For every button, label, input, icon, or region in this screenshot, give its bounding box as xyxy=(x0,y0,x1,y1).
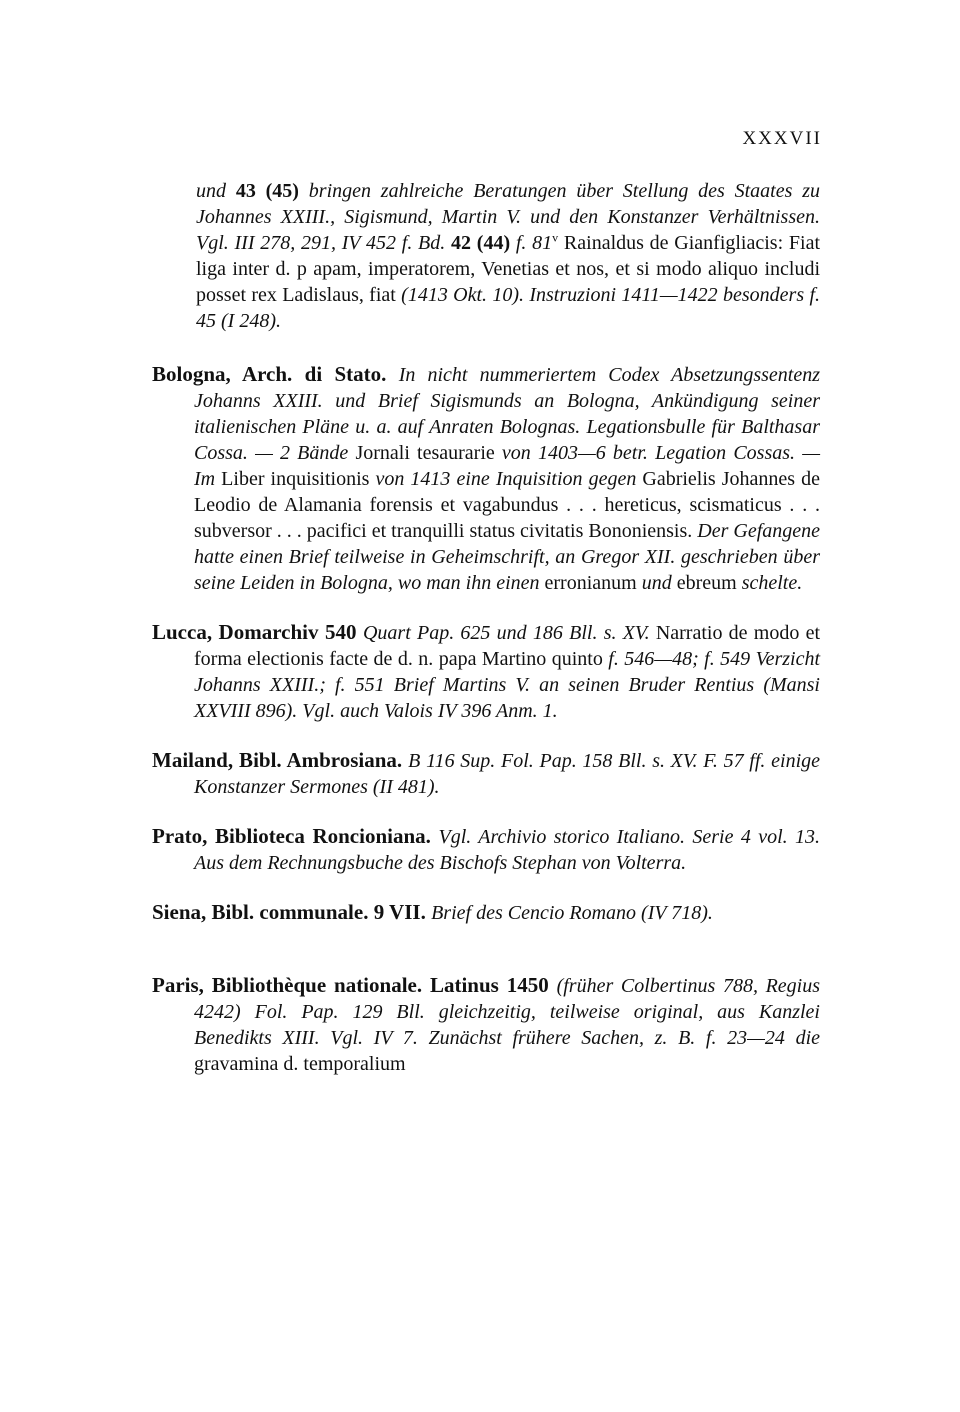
text-run: Liber inquisitionis xyxy=(221,468,376,490)
bold-text: 42 (44) xyxy=(451,232,516,254)
italic-text: und xyxy=(641,572,677,594)
entry-paris xyxy=(152,972,820,1077)
entry-heading: Siena, Bibl. communale. 9 VII. xyxy=(152,900,432,924)
text-run: gravamina d. temporalium xyxy=(194,1053,406,1075)
entry-prato xyxy=(152,823,820,876)
italic-text: von 1403—6 betr. Legation Cossas. — Im xyxy=(194,442,820,490)
italic-text: Vgl. Archivio storico Italiano. Serie 4 vol. 13. Aus dem Rechnungsbuche des Bischofs Stephan von Volterra. xyxy=(194,826,820,874)
text-run: Jornali tesaurarie xyxy=(355,442,502,464)
page-number: XXXVII xyxy=(742,128,822,149)
superscript: v xyxy=(552,230,559,245)
italic-text: (1413 Okt. 10). Instruzioni 1411—1422 besonders f. 45 (I 248). xyxy=(196,284,820,332)
entry-heading: Lucca, Domarchiv 540 xyxy=(152,620,363,644)
text-run: Gabrielis Johannes de Leodio de Alamania forensis et vagabundus . . . hereticus, scismaticus . . . subversor . . . pacifici et tranquilli status civitatis Bononiensis. xyxy=(194,468,821,542)
italic-text: schelte. xyxy=(741,572,803,594)
entry-heading: Mailand, Bibl. Ambrosiana. xyxy=(152,748,409,772)
italic-text: Der Gefangene hatte einen Brief teilweise in Geheimschrift, an Gregor XII. geschrieben über seine Leiden in Bologna, wo man ihn einen xyxy=(194,520,820,594)
entry-lucca xyxy=(152,619,820,724)
entry-heading: Bologna, Arch. di Stato. xyxy=(152,362,399,386)
text-run: ebreum xyxy=(676,572,742,594)
italic-text: bringen zahlreiche Beratungen über Stellung des Staates zu Johannes XXIII., Sigismund, Martin V. und den Konstanzer Verhältnissen. Vgl. III 278, 291, IV 452 f. Bd. xyxy=(196,180,820,254)
entry-heading: Paris, Bibliothèque nationale. Latinus 1450 xyxy=(152,973,557,997)
italic-text: Brief des Cencio Romano (IV 718). xyxy=(431,902,713,924)
bold-text: 43 (45) xyxy=(235,180,309,202)
entry-mailand xyxy=(152,747,820,800)
continued-entry xyxy=(152,178,820,334)
text-run: Narratio de modo et forma electionis facte de d. n. papa Martino quinto xyxy=(194,622,821,670)
text-run: erronianum xyxy=(544,572,642,594)
entry-heading: Prato, Biblioteca Roncioniana. xyxy=(152,824,439,848)
entry-bologna xyxy=(152,361,820,596)
italic-text: f. 81 xyxy=(515,232,553,254)
entry-siena xyxy=(152,899,820,926)
text-run: Rainaldus de Gianfigliacis: Fiat liga inter d. p apam, imperatorem, Venetias et nos, et si modo aliquo includi posset rex Ladislaus, fiat xyxy=(196,232,821,306)
page-body xyxy=(152,178,820,1077)
italic-text: In nicht nummeriertem Codex Absetzungssentenz Johanns XXIII. und Brief Sigismunds an Bologna, Ankündigung seiner italienischen Pläne u. a. auf Anraten Bolognas. Legationsbulle für Balthasar Cossa. — 2 Bände xyxy=(194,364,820,464)
italic-text: von 1413 eine Inquisition gegen xyxy=(375,468,643,490)
italic-text: Quart Pap. 625 und 186 Bll. s. XV. xyxy=(362,622,656,644)
italic-text: f. 546—48; f. 549 Verzicht Johanns XXIII.; f. 551 Brief Martins V. an seinen Bruder Rentius (Mansi XXVIII 896). Vgl. auch Valois IV 396 Anm. 1. xyxy=(194,648,821,722)
italic-text: B 116 Sup. Fol. Pap. 158 Bll. s. XV. F. 57 ff. einige Konstanzer Sermones (II 481). xyxy=(194,750,821,798)
italic-text: (früher Colbertinus 788, Regius 4242) Fol. Pap. 129 Bll. gleichzeitig, teilweise original, aus Kanzlei Benedikts XIII. Vgl. IV 7. Zunächst frühere Sachen, z. B. f. 23—24 die xyxy=(194,975,821,1049)
italic-text: und xyxy=(196,180,236,202)
